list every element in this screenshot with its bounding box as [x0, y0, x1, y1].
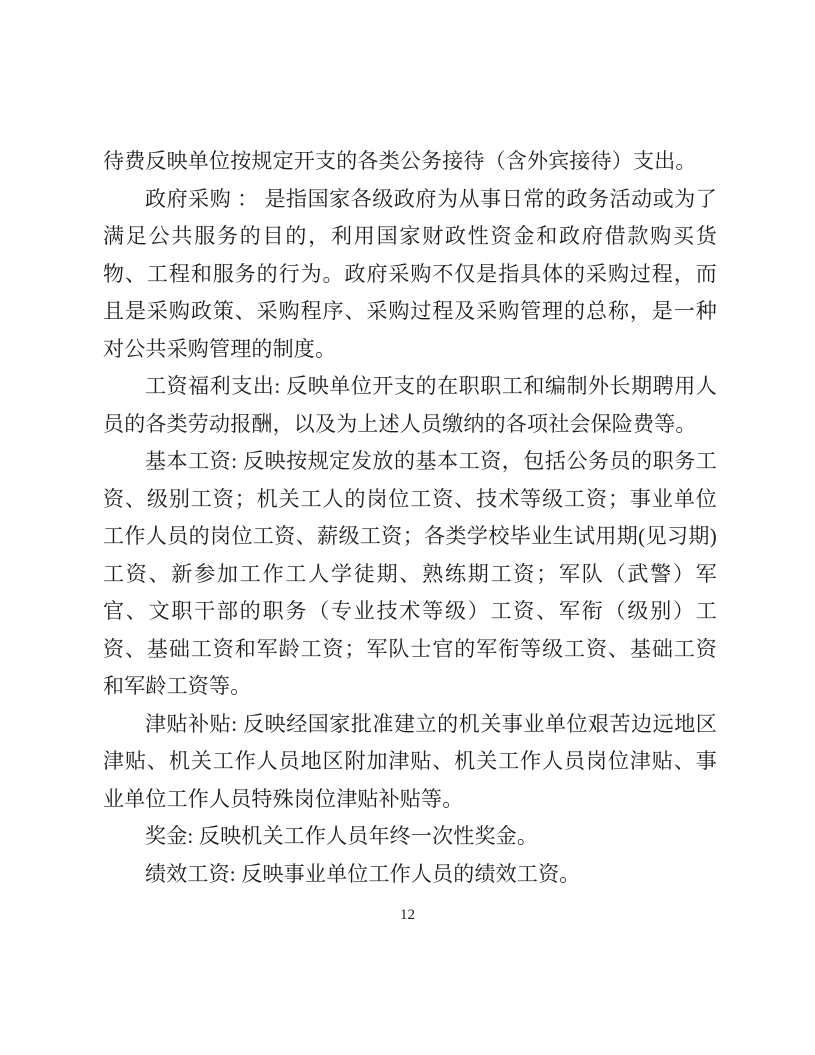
- page-number: 12: [400, 907, 415, 923]
- document-body: [103, 143, 717, 893]
- paragraph: 工资福利支出: 反映单位开支的在职职工和编制外长期聘用人员的各类劳动报酬，以及为上述人员缴纳的各项社会保险费等。: [103, 374, 717, 436]
- paragraph: 奖金: 反映机关工作人员年终一次性奖金。: [145, 824, 539, 848]
- paragraph: 待费反映单位按规定开支的各类公务接待（含外宾接待）支出。: [103, 149, 697, 173]
- paragraph: 基本工资: 反映按规定发放的基本工资，包括公务员的职务工资、级别工资；机关工人的岗位工资、技术等级工资；事业单位工作人员的岗位工资、薪级工资；各类学校毕业生试用期(见习期)工资、新参加工作工人学徒期、熟练期工资；军队（武警）军官、文职干部的职务（专业技术等级）工资、军衔（级别）工资、基础工资和军龄工资；军队士官的军衔等级工资、基础工资和军龄工资等。: [103, 449, 717, 698]
- paragraph: 政府采购 ： 是指国家各级政府为从事日常的政务活动或为了满足公共服务的目的，利用国家财政性资金和政府借款购买货物、工程和服务的行为。政府采购不仅是指具体的采购过程，而且是采购政策、采购程序、采购过程及采购管理的总称，是一种对公共采购管理的制度。: [103, 186, 717, 361]
- paragraph: 津贴补贴: 反映经国家批准建立的机关事业单位艰苦边远地区津贴、机关工作人员地区附加津贴、机关工作人员岗位津贴、事业单位工作人员特殊岗位津贴补贴等。: [103, 711, 717, 811]
- paragraph: 绩效工资: 反映事业单位工作人员的绩效工资。: [145, 861, 581, 886]
